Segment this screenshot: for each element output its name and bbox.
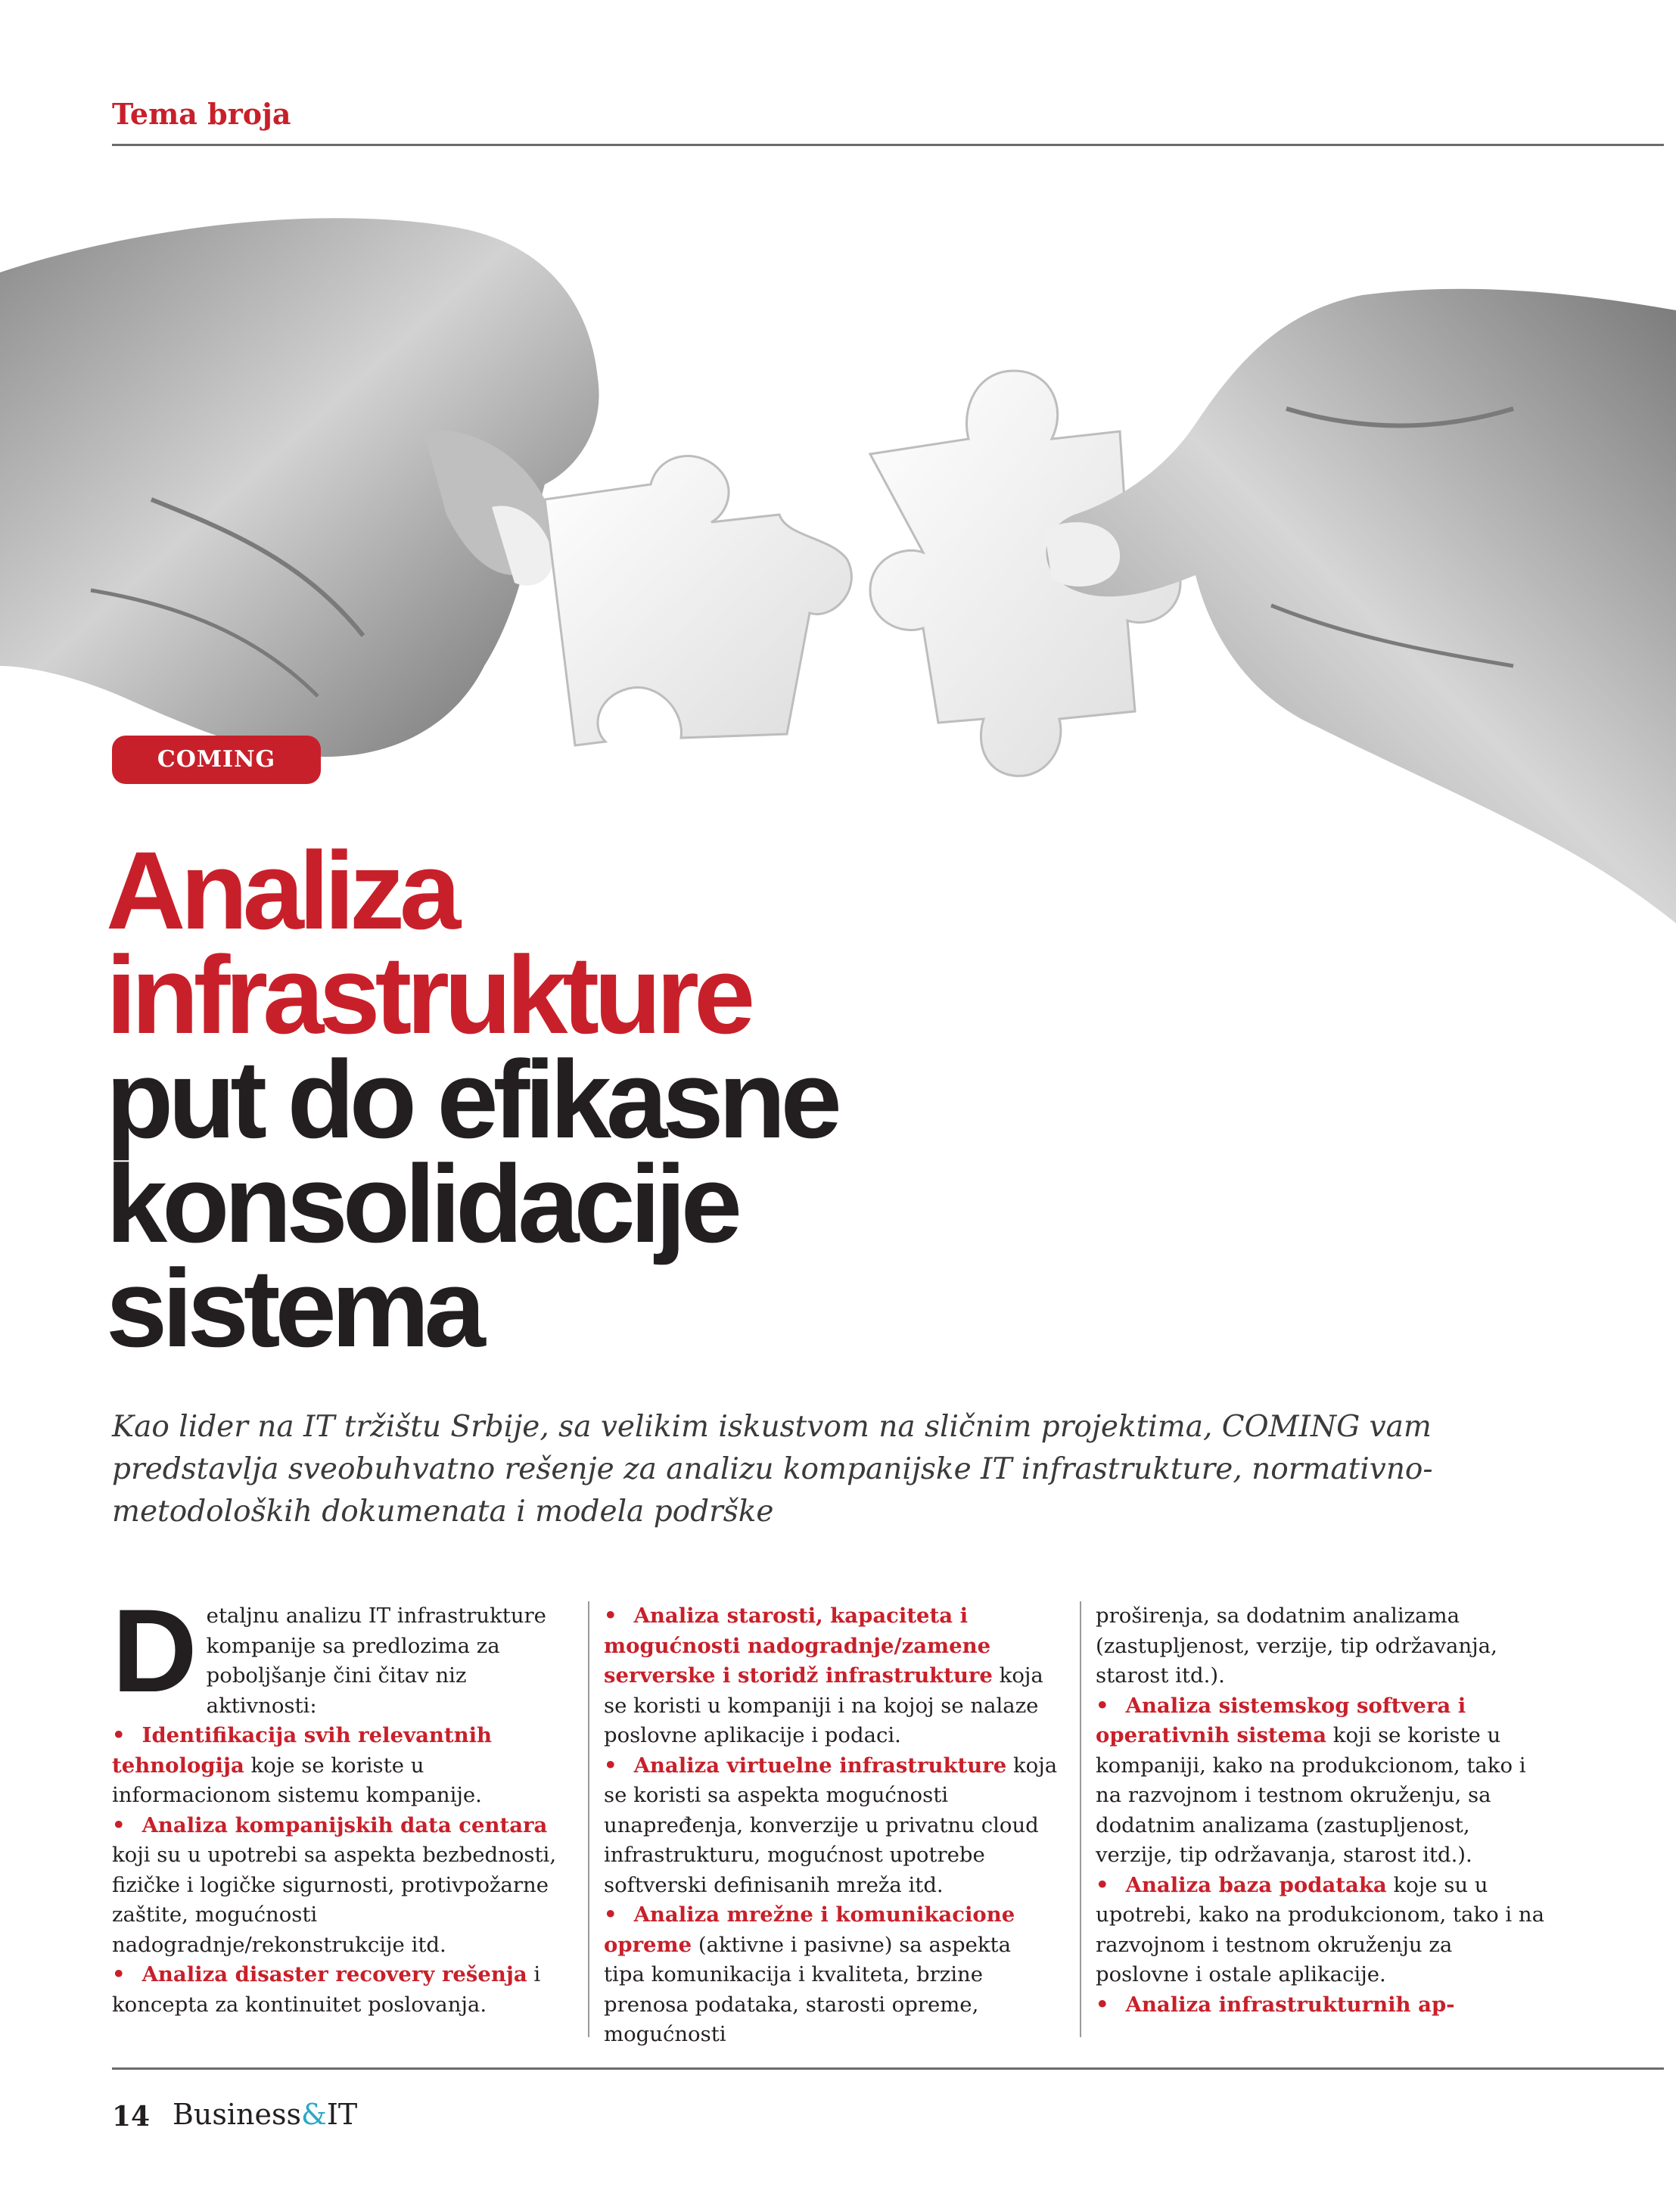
article-column-2: [604, 1601, 1058, 2050]
lead-paragraph: Kao lider na IT tržištu Srbije, sa velikim iskustvom na sličnim projektima, COMING vam predstavlja sveobuhvatno rešenje za analizu kompanijske IT infrastrukture, normativno-metodoloških dokumenata i modela podrške: [112, 1410, 1433, 1529]
page-number: 14: [112, 2101, 151, 2133]
article-body: [112, 1585, 1663, 2048]
hero-image: [0, 182, 1676, 923]
bullet-icon: •: [1096, 1992, 1109, 2017]
item-text: koje se koriste u informacionom sistemu kompanije.: [112, 1753, 482, 1807]
bullet-icon: •: [604, 1902, 617, 1927]
intro-text: etaljnu analizu IT infrastrukture kompanije sa predlozima za poboljšanje čini čitav niz aktivnosti:: [206, 1604, 546, 1718]
item-text: koja se koristi u kompaniji i na kojoj se nalaze poslovne aplikacije i podaci.: [604, 1663, 1043, 1747]
list-item: [604, 1900, 1058, 2050]
headline-line-2: infrastrukture: [106, 933, 751, 1056]
intro-paragraph: [112, 1585, 566, 1721]
bullet-icon: •: [112, 1723, 126, 1747]
item-heading: Analiza sistemskog softvera i operativnih sistema: [1096, 1693, 1466, 1747]
magazine-name: [173, 2098, 357, 2131]
item-text: koja se koristi sa aspekta mogućnosti unapređenja, konverzije u privatnu cloud infrastrukturu, mogućnost upotrebe softverski definisanih mreža itd.: [604, 1753, 1058, 1897]
section-label: Tema broja: [112, 97, 291, 131]
bullet-icon: •: [604, 1753, 617, 1778]
item-text: proširenja, sa dodatnim analizama (zastupljenost, verzije, tip održavanja, starost itd.).: [1096, 1604, 1497, 1688]
item-heading: Analiza virtuelne infrastrukture: [633, 1753, 1007, 1778]
list-item: [112, 1960, 566, 2020]
headline-line-4: konsolidacije: [106, 1142, 737, 1265]
list-item: [1096, 1871, 1550, 1990]
article-column-1: [112, 1585, 566, 2020]
company-tag: COMING: [112, 736, 321, 784]
magazine-ampersand: &: [301, 2098, 327, 2131]
column-divider: [588, 1601, 589, 2037]
item-heading: Identifikacija svih relevantnih tehnologija: [112, 1723, 493, 1778]
footer-rule: [112, 2067, 1664, 2070]
bullet-icon: •: [112, 1962, 126, 1986]
header-rule: [112, 144, 1664, 146]
list-item-continued: [1096, 1601, 1550, 1691]
bullet-icon: •: [112, 1812, 126, 1837]
article-column-3: [1096, 1601, 1550, 2020]
item-heading: Analiza kompanijskih data centara: [141, 1812, 548, 1837]
bullet-icon: •: [604, 1604, 617, 1628]
column-divider: [1080, 1601, 1081, 2037]
item-heading: Analiza starosti, kapaciteta i mogućnosti nadogradnje/zamene serverske i storidž infrastrukture: [604, 1604, 993, 1688]
item-text: (aktivne i pasivne) sa aspekta tipa komunikacija i kvaliteta, brzine prenosa podataka, starosti opreme, mogućnosti: [604, 1932, 1011, 2046]
item-heading: Analiza infrastrukturnih ap-: [1125, 1992, 1455, 2017]
item-text: i koncepta za kontinuitet poslovanja.: [112, 1962, 541, 2017]
bullet-icon: •: [1096, 1872, 1109, 1897]
item-heading: Analiza disaster recovery rešenja: [141, 1962, 527, 1986]
item-heading: Analiza mrežne i komunikacione opreme: [604, 1902, 1015, 1957]
magazine-name-part-1: Business: [173, 2098, 302, 2131]
drop-cap: D: [112, 1585, 194, 1717]
headline-line-3: put do efikasne: [106, 1038, 837, 1161]
headline-line-5: sistema: [106, 1246, 480, 1370]
list-item: [112, 1811, 566, 1961]
item-text: koji se koriste u kompaniji, kako na produkcionom, tako i na razvojnom i testnom okruženju, sa dodatnim analizama (zastupljenost, verzije, tip održavanja, starost itd.).: [1096, 1723, 1526, 1867]
item-text: koji su u upotrebi sa aspekta bezbednosti, fizičke i logičke sigurnosti, protivpožarne zaštite, mogućnosti nadogradnje/rekonstrukcije itd.: [112, 1843, 557, 1957]
headline: [106, 829, 837, 1370]
list-item: [604, 1601, 1058, 1751]
item-heading: Analiza baza podataka: [1125, 1872, 1387, 1897]
magazine-name-part-2: IT: [326, 2098, 358, 2131]
headline-line-1: Analiza: [106, 829, 456, 952]
list-item: [604, 1751, 1058, 1901]
item-text: koje su u upotrebi, kako na produkcionom, tako i na razvojnom i testnom okruženju za poslovne i ostale aplikacije.: [1096, 1872, 1545, 1986]
bullet-icon: •: [1096, 1693, 1109, 1718]
hands-puzzle-pieces-photo-icon: [0, 182, 1676, 923]
list-item: [1096, 1990, 1550, 2021]
list-item: [1096, 1691, 1550, 1871]
list-item: [112, 1721, 566, 1811]
